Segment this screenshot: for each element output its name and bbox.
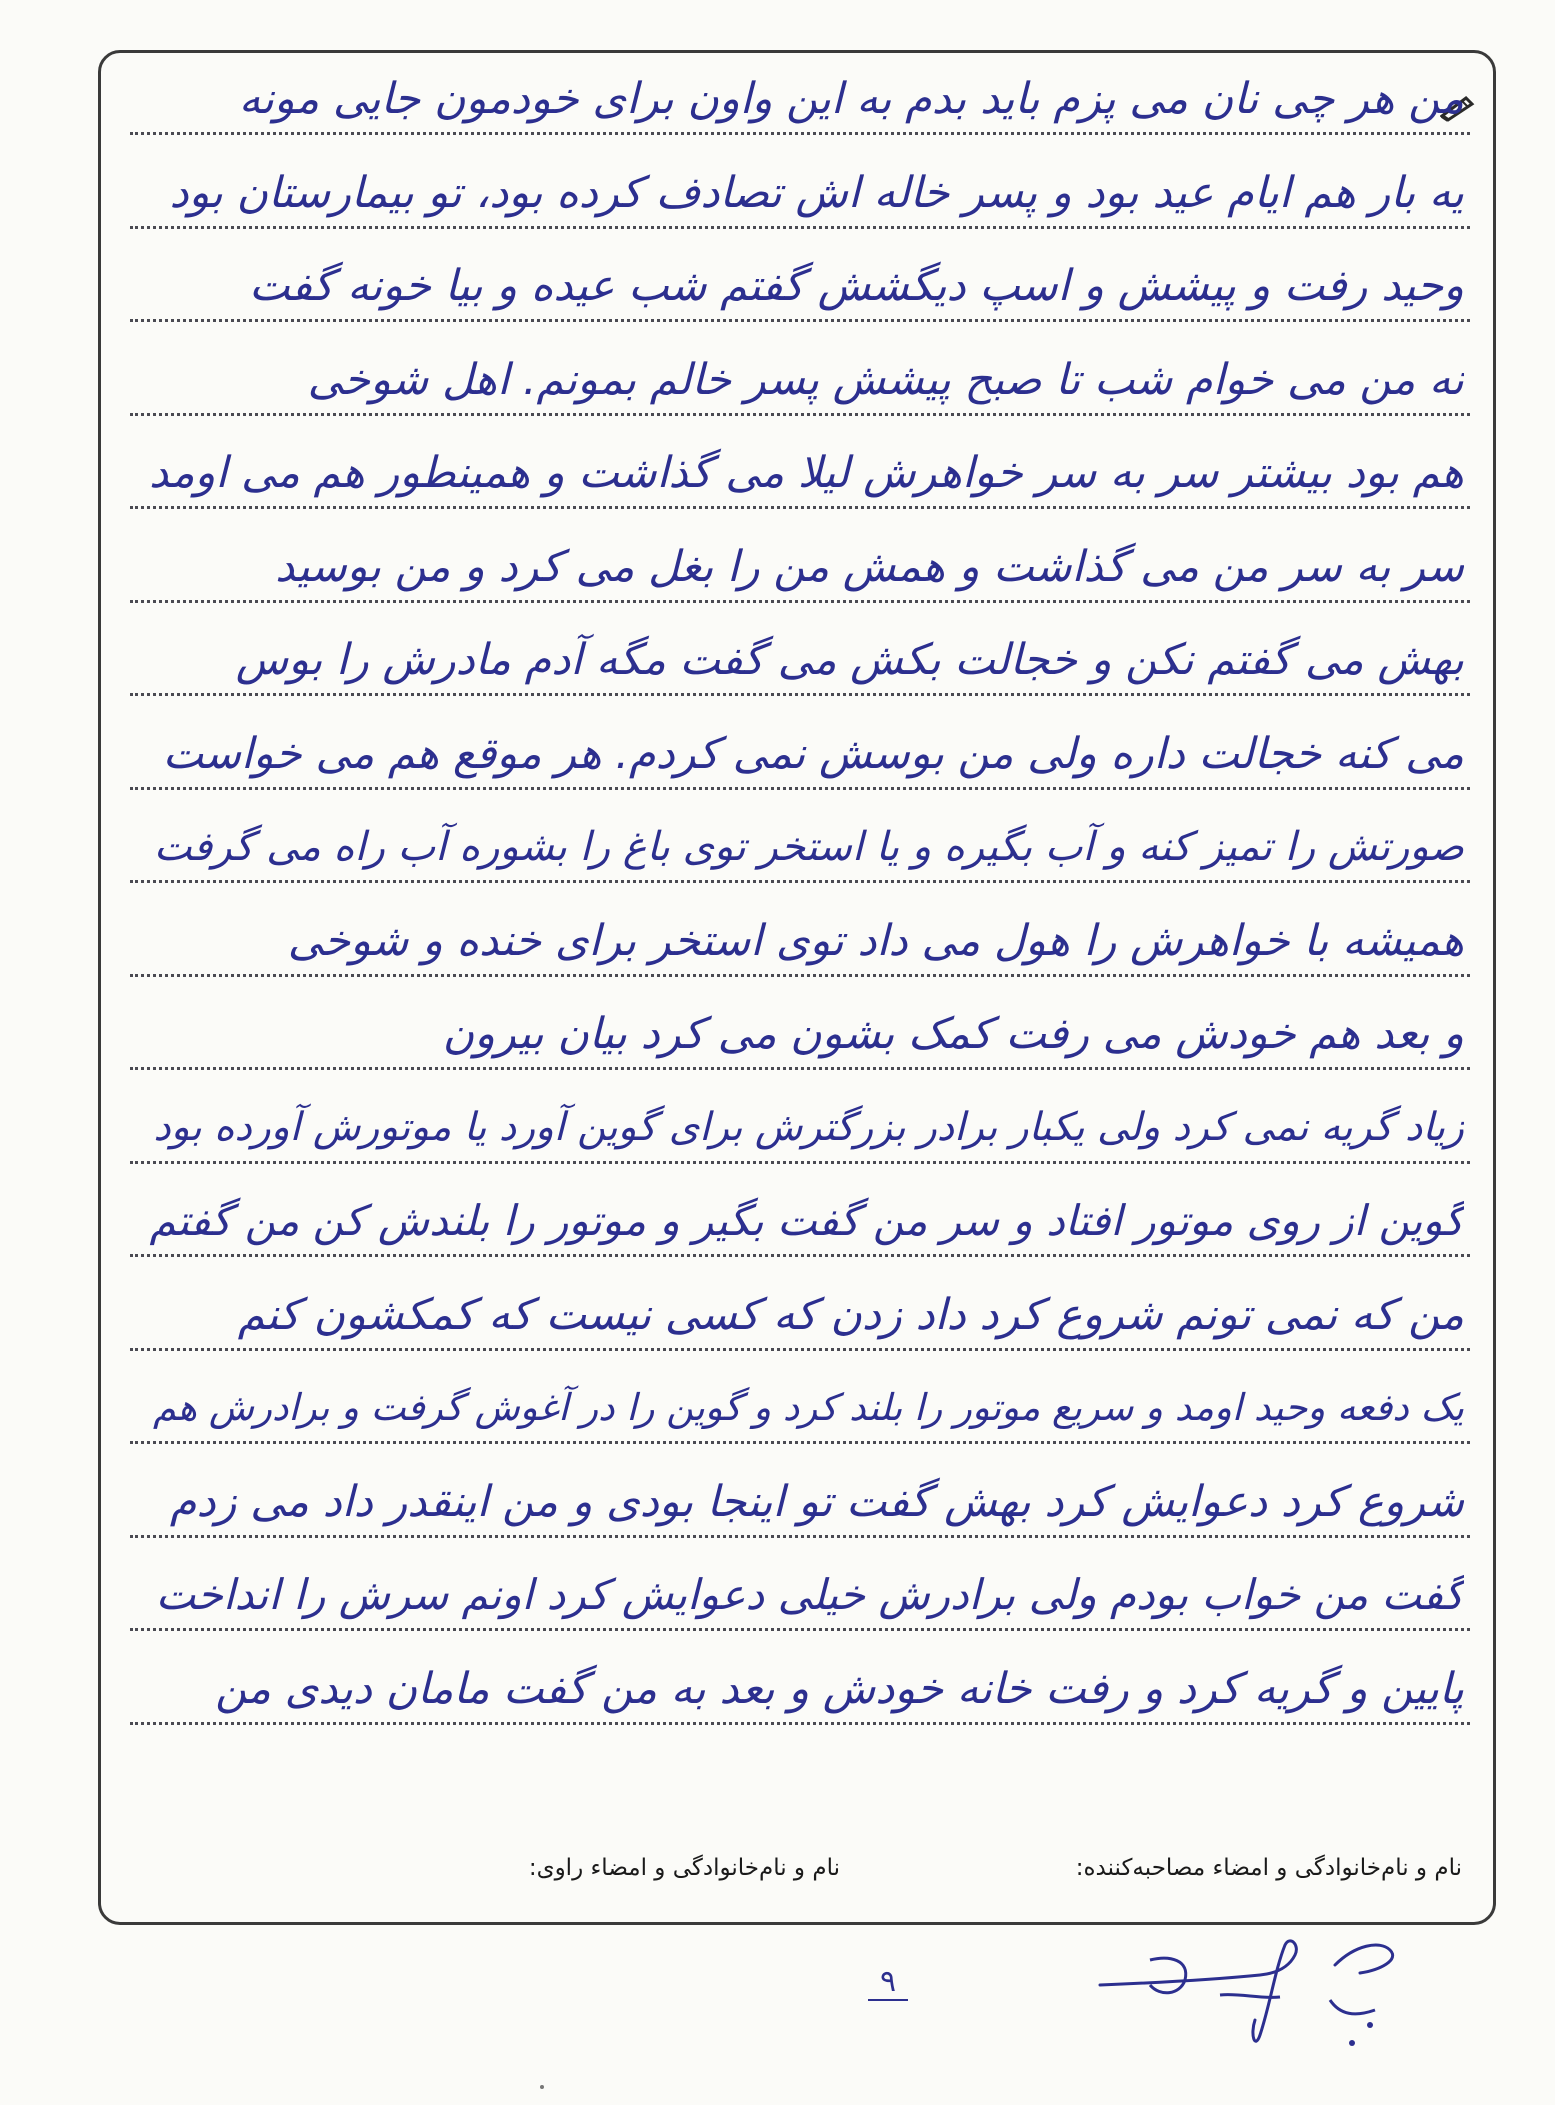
text-line — [130, 990, 1470, 1078]
handwritten-line-text: صورتش را تمیز کنه و آب بگیره و یا استخر توی باغ را بشوره آب راه می گرفت — [153, 824, 1464, 870]
dotted-rule — [130, 693, 1470, 696]
dotted-rule — [130, 1254, 1470, 1257]
handwritten-line-text: یک دفعه وحید اومد و سریع موتور را بلند کرد و گوین را در آغوش گرفت و برادرش هم — [153, 1386, 1464, 1429]
text-line — [130, 1645, 1470, 1733]
text-line — [130, 1551, 1470, 1639]
handwritten-line-text: و بعد هم خودش می رفت کمک بشون می کرد بیان بیرون — [442, 1009, 1464, 1059]
text-line — [130, 242, 1470, 330]
dotted-rule — [130, 1722, 1470, 1725]
text-line — [130, 710, 1470, 798]
dotted-rule — [130, 1535, 1470, 1538]
dotted-rule — [130, 1161, 1470, 1164]
text-line — [130, 336, 1470, 424]
text-line — [130, 149, 1470, 237]
dotted-rule — [130, 1441, 1470, 1444]
handwritten-line-text: همیشه با خواهرش را هول می داد توی استخر برای خنده و شوخی — [287, 915, 1464, 966]
text-line — [130, 1084, 1470, 1172]
text-line — [130, 1458, 1470, 1546]
text-line — [130, 1177, 1470, 1265]
handwritten-line-text: گفت من خواب بودم ولی برادرش خیلی دعوایش کرد اونم سرش را انداخت — [155, 1570, 1464, 1619]
dotted-rule — [130, 413, 1470, 416]
interviewer-signature-label: نام و نام‌خانوادگی و امضاء مصاحبه‌کننده: — [1075, 1855, 1462, 1881]
handwritten-line-text: نه من می خوام شب تا صبح پیشش پسر خالم بمونم. اهل شوخی — [307, 354, 1464, 405]
dotted-rule — [130, 787, 1470, 790]
handwritten-line-text: من هر چی نان می پزم باید بدم به این واون برای خودمون جایی مونه — [238, 74, 1464, 124]
text-line — [130, 429, 1470, 517]
handwritten-line-text: هم بود بیشتر سر به سر خواهرش لیلا می گذاشت و همینطور هم می اومد — [149, 448, 1464, 498]
page-number: ۹ — [868, 1965, 908, 2001]
handwritten-line-text: زیاد گریه نمی کرد ولی یکبار برادر بزرگترش برای گوین آورد یا موتورش آورده بود — [153, 1104, 1464, 1150]
narrator-signature-label: نام و نام‌خانوادگی و امضاء راوی: — [528, 1855, 840, 1881]
dotted-rule — [130, 1628, 1470, 1631]
dotted-rule — [130, 974, 1470, 977]
text-line — [130, 803, 1470, 891]
text-line — [130, 897, 1470, 985]
handwritten-signature — [1090, 1925, 1420, 2060]
handwritten-line-text: شروع کرد دعوایش کرد بهش گفت تو اینجا بودی و من اینقدر داد می زدم — [169, 1476, 1464, 1527]
dotted-rule — [130, 880, 1470, 883]
dotted-rule — [130, 226, 1470, 229]
handwritten-line-text: سر به سر من می گذاشت و همش من را بغل می کرد و من بوسید — [275, 541, 1464, 592]
dotted-rule — [130, 319, 1470, 322]
text-line — [130, 1364, 1470, 1452]
dotted-rule — [130, 506, 1470, 509]
handwritten-line-text: گوین از روی موتور افتاد و سر من گفت بگیر و موتور را بلندش کن من گفتم — [149, 1196, 1464, 1245]
handwritten-line-text: یه بار هم ایام عید بود و پسر خاله اش تصادف کرده بود، تو بیمارستان بود — [169, 167, 1464, 218]
paper-speck — [540, 2085, 544, 2089]
handwritten-line-text: پایین و گریه کرد و رفت خانه خودش و بعد به من گفت مامان دیدی من — [215, 1663, 1464, 1714]
dotted-rule — [130, 132, 1470, 135]
handwritten-line-text: می کنه خجالت داره ولی من بوسش نمی کردم. هر موقع هم می خواست — [162, 728, 1464, 779]
dotted-rule — [130, 1067, 1470, 1070]
handwritten-line-text: من که نمی تونم شروع کرد داد زدن که کسی نیست که کمکشون کنم — [237, 1289, 1464, 1340]
handwritten-line-text: وحید رفت و پیشش و اسپ دیگشش گفتم شب عیده و بیا خونه گفت — [249, 261, 1464, 311]
text-line — [130, 55, 1470, 143]
dotted-rule — [130, 1348, 1470, 1351]
text-line — [130, 1271, 1470, 1359]
dotted-rule — [130, 600, 1470, 603]
handwritten-line-text: بهش می گفتم نکن و خجالت بکش می گفت مگه آدم مادرش را بوس — [235, 635, 1464, 685]
text-line — [130, 616, 1470, 704]
signature-footer — [120, 1855, 1470, 1895]
text-line — [130, 523, 1470, 611]
